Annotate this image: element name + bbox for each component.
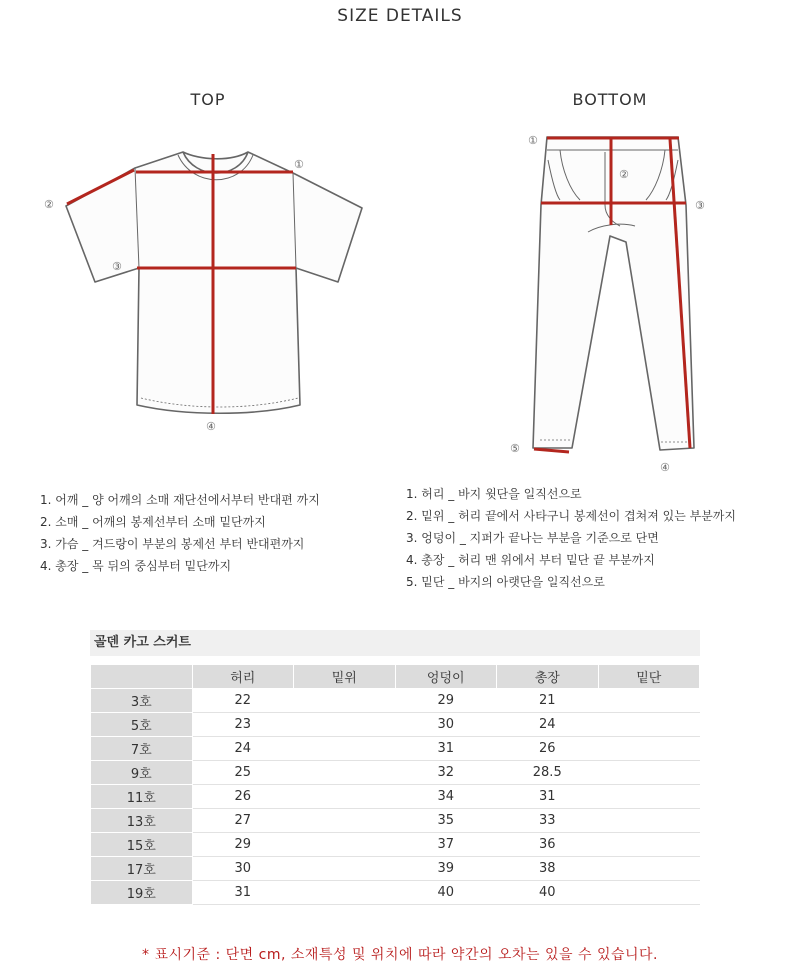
table-cell: 22 [192, 689, 294, 713]
table-cell: 23 [192, 713, 294, 737]
table-row [91, 857, 700, 881]
pants-illustration [533, 137, 694, 450]
table-cell: 40 [497, 881, 599, 905]
note-item: 3. 가슴 _ 겨드랑이 부분의 봉제선 부터 반대편까지 [40, 537, 305, 551]
table-cell: 36 [497, 833, 599, 857]
marker-top-4: ④ [206, 420, 216, 433]
table-row [91, 713, 700, 737]
table-cell: 25 [192, 761, 294, 785]
table-row [91, 833, 700, 857]
size-label: 11호 [91, 785, 193, 809]
marker-bottom-4: ④ [660, 461, 670, 474]
size-label: 5호 [91, 713, 193, 737]
marker-bottom-2: ② [619, 168, 629, 181]
table-cell: 26 [192, 785, 294, 809]
table-cell: 40 [395, 881, 497, 905]
marker-bottom-1: ① [528, 134, 538, 147]
size-label: 15호 [91, 833, 193, 857]
table-cell [294, 881, 396, 905]
measurement-footnote: * 표시기준 : 단면 cm, 소재특성 및 위치에 따라 약간의 오차는 있을 수 있습니다. [142, 947, 658, 963]
table-cell [598, 737, 700, 761]
table-cell [294, 785, 396, 809]
table-cell: 35 [395, 809, 497, 833]
table-cell: 24 [192, 737, 294, 761]
page-title: SIZE DETAILS [337, 6, 463, 26]
table-cell: 31 [192, 881, 294, 905]
table-cell: 28.5 [497, 761, 599, 785]
note-item: 3. 엉덩이 _ 지퍼가 끝나는 부분을 기준으로 단면 [406, 531, 659, 545]
table-cell [294, 857, 396, 881]
column-header: 총장 [497, 665, 599, 689]
table-cell: 29 [192, 833, 294, 857]
table-cell: 30 [192, 857, 294, 881]
table-cell: 26 [497, 737, 599, 761]
column-header: 허리 [192, 665, 294, 689]
table-row [91, 881, 700, 905]
note-item: 2. 소매 _ 어깨의 봉제선부터 소매 밑단까지 [40, 515, 266, 529]
table-cell: 38 [497, 857, 599, 881]
product-name: 골덴 카고 스커트 [90, 630, 700, 656]
note-item: 4. 총장 _ 허리 맨 위에서 부터 밑단 끝 부분까지 [406, 553, 655, 567]
size-label: 9호 [91, 761, 193, 785]
table-row [91, 809, 700, 833]
table-cell: 31 [497, 785, 599, 809]
table-row [91, 761, 700, 785]
table-cell [598, 881, 700, 905]
table-cell [598, 761, 700, 785]
marker-bottom-3: ③ [695, 199, 705, 212]
marker-top-2: ② [44, 198, 54, 211]
table-cell: 24 [497, 713, 599, 737]
garment-diagrams [0, 0, 800, 480]
table-cell: 27 [192, 809, 294, 833]
table-cell: 39 [395, 857, 497, 881]
table-cell [598, 857, 700, 881]
table-cell [598, 833, 700, 857]
table-row [91, 737, 700, 761]
table-cell: 33 [497, 809, 599, 833]
column-header: 밑단 [598, 665, 700, 689]
table-cell [598, 689, 700, 713]
marker-top-1: ① [294, 158, 304, 171]
note-item: 1. 어깨 _ 양 어깨의 소매 재단선에서부터 반대편 까지 [40, 493, 320, 507]
table-cell: 34 [395, 785, 497, 809]
table-cell [294, 833, 396, 857]
table-cell: 31 [395, 737, 497, 761]
marker-top-3: ③ [112, 260, 122, 273]
note-item: 5. 밑단 _ 바지의 아랫단을 일직선으로 [406, 575, 605, 589]
size-label: 3호 [91, 689, 193, 713]
column-header [91, 665, 193, 689]
top-measure-notes [40, 489, 320, 577]
table-cell: 32 [395, 761, 497, 785]
table-row [91, 689, 700, 713]
table-header-row [91, 665, 700, 689]
table-cell [294, 713, 396, 737]
table-cell: 21 [497, 689, 599, 713]
table-cell [598, 785, 700, 809]
top-section-label: TOP [190, 90, 226, 109]
size-label: 13호 [91, 809, 193, 833]
bottom-measure-notes [406, 483, 736, 593]
bottom-section-label: BOTTOM [572, 90, 648, 109]
table-cell [294, 761, 396, 785]
table-cell [598, 713, 700, 737]
table-cell [294, 737, 396, 761]
size-table [90, 664, 700, 905]
table-cell [294, 809, 396, 833]
table-cell: 29 [395, 689, 497, 713]
table-cell [598, 809, 700, 833]
marker-bottom-5: ⑤ [510, 442, 520, 455]
column-header: 밑위 [294, 665, 396, 689]
size-label: 17호 [91, 857, 193, 881]
table-cell: 30 [395, 713, 497, 737]
note-item: 4. 총장 _ 목 뒤의 중심부터 밑단까지 [40, 559, 232, 573]
size-label: 19호 [91, 881, 193, 905]
table-row [91, 785, 700, 809]
size-label: 7호 [91, 737, 193, 761]
table-cell [294, 689, 396, 713]
column-header: 엉덩이 [395, 665, 497, 689]
note-item: 1. 허리 _ 바지 윗단을 일직선으로 [406, 487, 582, 501]
size-table-section [90, 630, 700, 905]
table-cell: 37 [395, 833, 497, 857]
note-item: 2. 밑위 _ 허리 끝에서 사타구니 봉제선이 겹쳐져 있는 부분까지 [406, 509, 736, 523]
